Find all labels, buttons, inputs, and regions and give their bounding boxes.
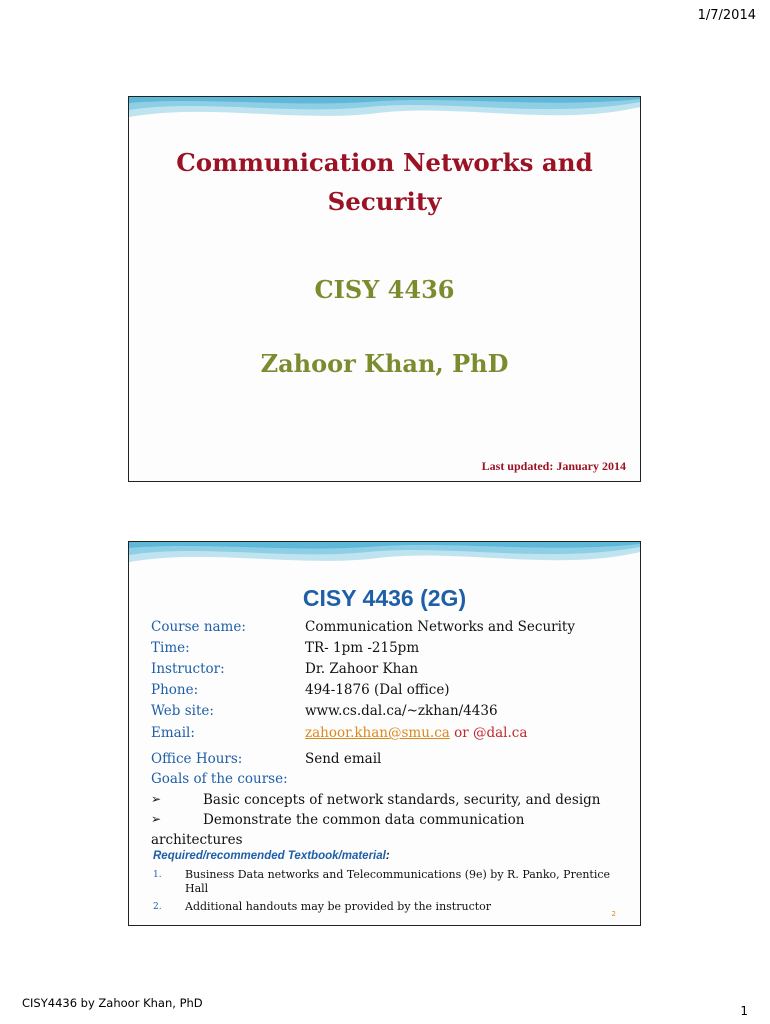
page-number: 1 (740, 1004, 748, 1018)
info-value: Communication Networks and Security (305, 619, 575, 635)
page-date: 1/7/2014 (697, 8, 756, 23)
textbook-number: 2. (153, 902, 162, 912)
info-value: TR- 1pm -215pm (305, 640, 420, 656)
arrow-bullet-icon: ➢ (151, 792, 162, 806)
textbook-text: Business Data networks and Telecommunications (9e) by R. Panko, Prentice Hall (185, 868, 611, 895)
website-link[interactable]: www.cs.dal.ca/~zkhan/4436 (305, 703, 498, 719)
textbook-text: Additional handouts may be provided by the instructor (185, 900, 492, 913)
arrow-bullet-icon: ➢ (151, 812, 162, 826)
goals-heading: Goals of the course: (151, 771, 288, 787)
slide-1-title (129, 143, 640, 221)
email-alt: or @dal.ca (449, 725, 528, 741)
goal-text: Demonstrate the common data communication (203, 812, 525, 828)
slide-2 (128, 541, 641, 926)
info-label: Phone: (151, 682, 199, 698)
email-value (305, 725, 527, 741)
textbook-number: 1. (153, 870, 162, 880)
info-value: Send email (305, 751, 382, 767)
last-updated: Last updated: January 2014 (481, 459, 626, 473)
info-value: Dr. Zahoor Khan (305, 661, 419, 677)
goal-text: Basic concepts of network standards, security, and design (203, 792, 601, 808)
textbook-heading-text: Required/recommended Textbook/material (153, 850, 386, 862)
course-code: CISY 4436 (314, 275, 455, 304)
title-line-2: Security (327, 187, 442, 216)
wave-decoration (129, 97, 640, 129)
info-label: Instructor: (151, 661, 225, 677)
email-link[interactable]: zahoor.khan@smu.ca (305, 725, 450, 741)
slide-1 (128, 96, 641, 482)
info-label: Web site: (151, 703, 214, 719)
goal-continuation: architectures (151, 832, 243, 848)
textbook-heading (153, 850, 390, 862)
author: Zahoor Khan, PhD (260, 349, 509, 378)
title-line-1: Communication Networks and (176, 148, 593, 177)
info-label: Office Hours: (151, 751, 243, 767)
textbook-heading-colon: : (385, 850, 390, 862)
info-label: Time: (151, 640, 190, 656)
info-value: 494-1876 (Dal office) (305, 682, 450, 698)
wave-decoration (129, 542, 640, 574)
slide-number: 2 (611, 910, 616, 918)
info-label: Course name: (151, 619, 246, 635)
info-label: Email: (151, 725, 195, 741)
slide-2-title: CISY 4436 (2G) (302, 585, 467, 611)
footer-author: CISY4436 by Zahoor Khan, PhD (22, 996, 203, 1010)
